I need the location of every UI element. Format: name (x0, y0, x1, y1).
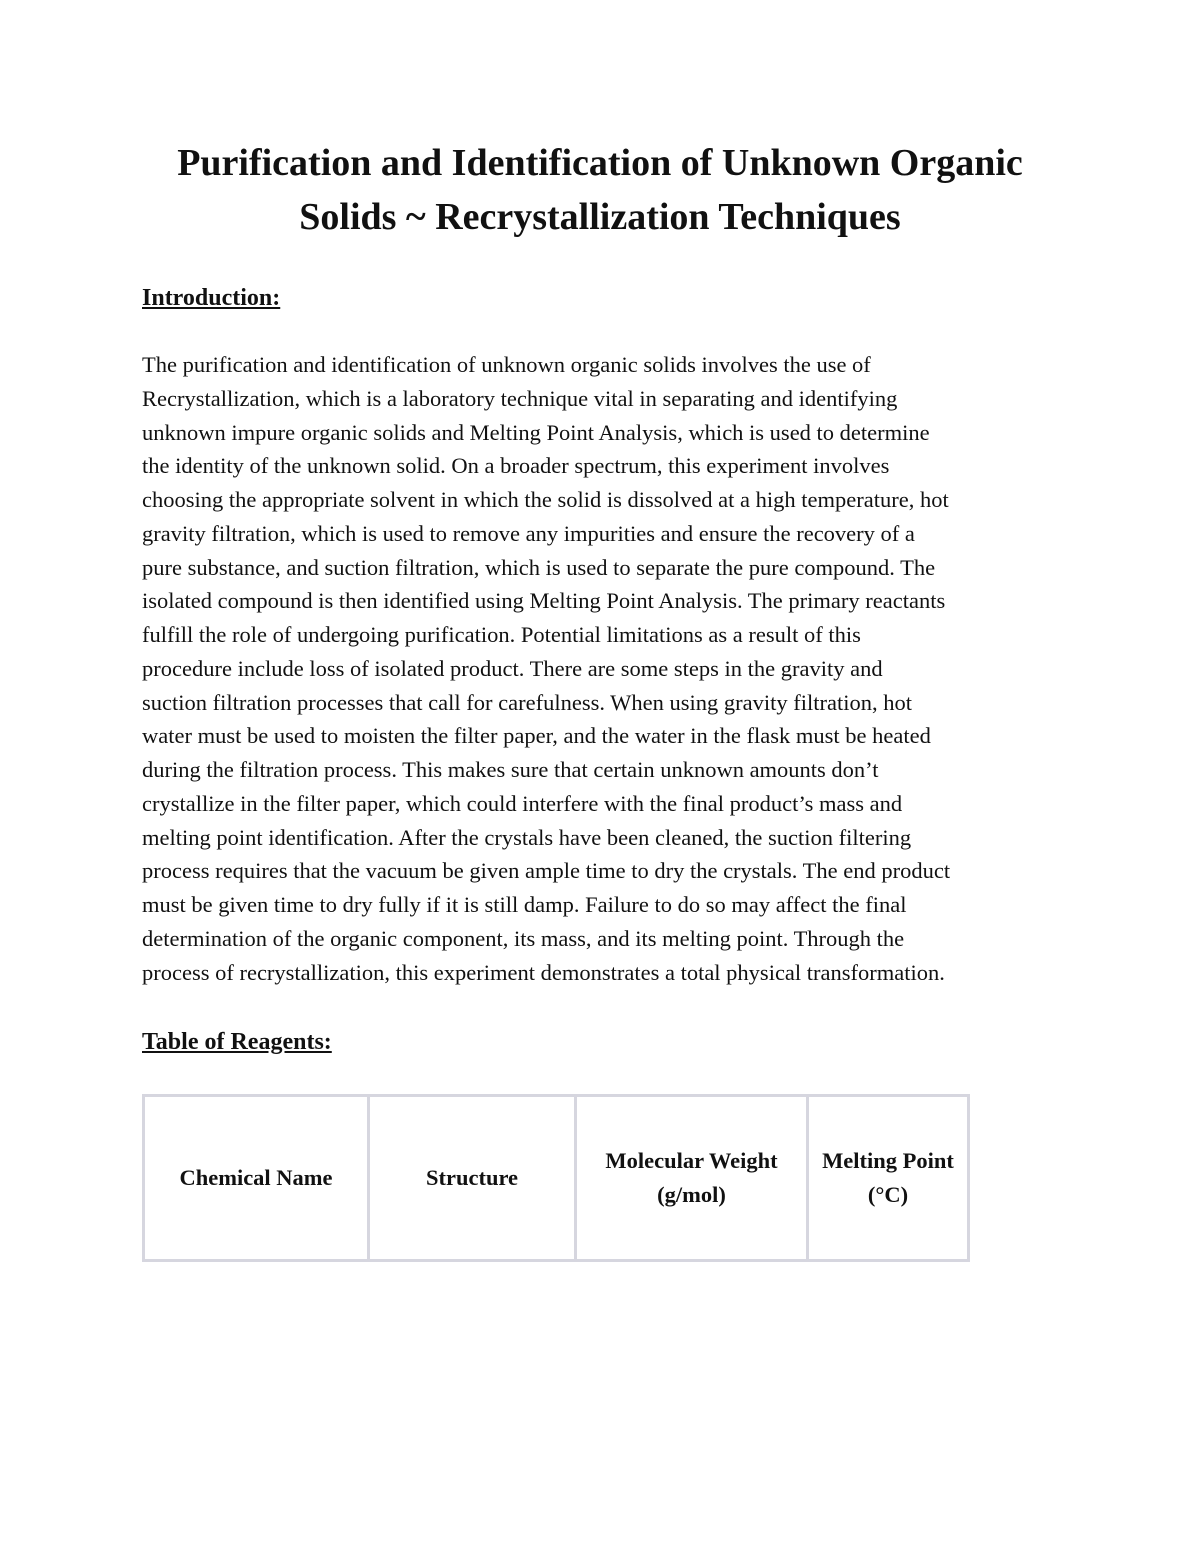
paragraph-line: gravity filtration, which is used to remove any impurities and ensure the recovery of a (142, 520, 915, 546)
column-header-melting-point (808, 1096, 969, 1261)
header-text: Chemical Name (179, 1165, 333, 1190)
column-header-molecular-weight (576, 1096, 808, 1261)
paragraph-line: unknown impure organic solids and Melting Point Analysis, which is used to determine (142, 419, 930, 445)
paragraph-line: melting point identification. After the crystals have been cleaned, the suction filtering (142, 824, 912, 850)
paragraph-line: isolated compound is then identified using Melting Point Analysis. The primary reactants (142, 588, 946, 614)
column-header-structure (369, 1096, 576, 1261)
paragraph-line: suction filtration processes that call for carefulness. When using gravity filtration, hot (142, 689, 912, 715)
paragraph-line: choosing the appropriate solvent in which the solid is dissolved at a high temperature, hot (142, 487, 949, 512)
header-text: Molecular Weight (605, 1148, 778, 1173)
paragraph-line: procedure include loss of isolated product. There are some steps in the gravity and (142, 655, 883, 681)
reagents-heading: Table of Reagents: (142, 1029, 332, 1055)
paragraph-line: determination of the organic component, its mass, and its melting point. Through the (142, 925, 905, 951)
paragraph-line: process requires that the vacuum be given ample time to dry the crystals. The end product (142, 858, 951, 884)
paragraph-line: crystallize in the filter paper, which could interfere with the final product’s mass and (142, 790, 903, 816)
paragraph-line: must be given time to dry fully if it is still damp. Failure to do so may affect the final (142, 892, 907, 917)
introduction-heading: Introduction: (142, 285, 281, 311)
header-text: (°C) (867, 1182, 909, 1207)
document-title (100, 136, 1100, 244)
column-header-chemical-name (144, 1096, 369, 1261)
paragraph-line: process of recrystallization, this experiment demonstrates a total physical transformation. (142, 959, 945, 985)
paragraph-line: water must be used to moisten the filter paper, and the water in the flask must be heated (142, 723, 931, 749)
paragraph-line: The purification and identification of unknown organic solids involves the use of (142, 352, 871, 377)
header-text: Structure (425, 1165, 519, 1190)
title-line: Solids ~ Recrystallization Techniques (299, 196, 901, 238)
paragraph-line: the identity of the unknown solid. On a broader spectrum, this experiment involves (142, 453, 890, 479)
header-text: (g/mol) (657, 1182, 726, 1207)
paragraph-line: during the filtration process. This makes sure that certain unknown amounts don’t (142, 757, 879, 782)
table-header-row (144, 1096, 969, 1261)
introduction-paragraph (142, 348, 1060, 989)
paragraph-line: Recrystallization, which is a laboratory technique vital in separating and identifying (142, 385, 898, 411)
title-line: Purification and Identification of Unknown Organic (177, 142, 1023, 184)
paragraph-line: fulfill the role of undergoing purification. Potential limitations as a result of this (142, 622, 861, 647)
header-text: Melting Point (822, 1148, 954, 1173)
reagents-table (142, 1094, 970, 1262)
paragraph-line: pure substance, and suction filtration, which is used to separate the pure compound. The (142, 554, 936, 580)
